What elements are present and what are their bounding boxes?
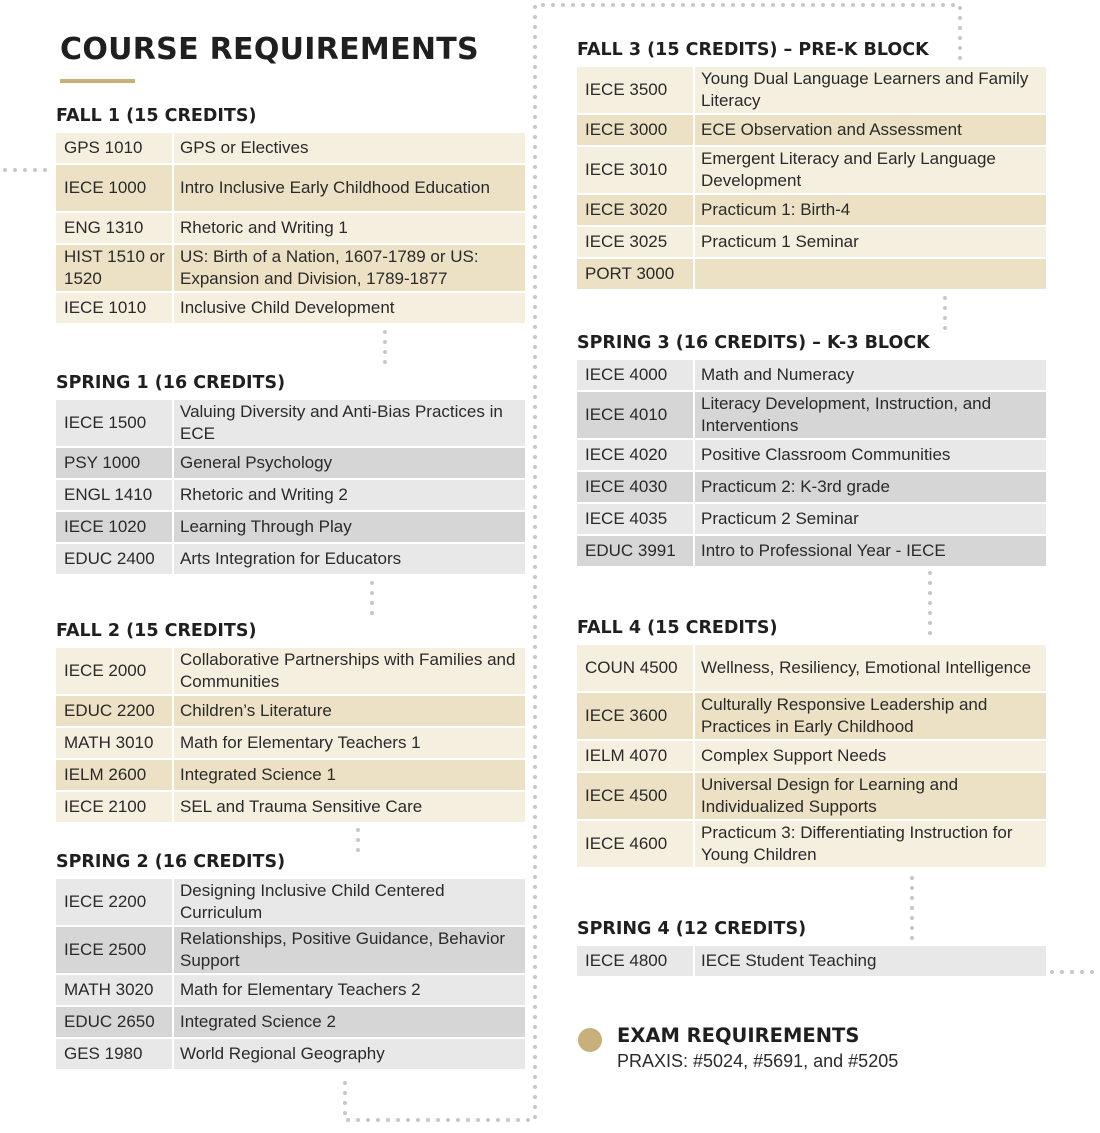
course-name: Math and Numeracy	[693, 360, 1046, 390]
title-underline	[60, 79, 135, 83]
course-code: EDUC 2400	[64, 549, 155, 568]
course-name: Integrated Science 2	[172, 1007, 525, 1037]
exam-title: EXAM REQUIREMENTS	[617, 1024, 860, 1047]
course-row	[56, 1007, 525, 1039]
course-row	[56, 133, 525, 165]
page-title: COURSE REQUIREMENTS	[60, 32, 479, 67]
course-name: Valuing Diversity and Anti-Bias Practices in ECE	[172, 400, 525, 446]
section-fall-2	[56, 615, 525, 824]
course-code: IECE 3010	[585, 160, 668, 179]
course-code: IECE 2000	[64, 661, 147, 680]
course-code: ENGL 1410	[64, 485, 153, 504]
course-name: Practicum 2 Seminar	[693, 504, 1046, 534]
course-row	[56, 480, 525, 512]
course-code: GPS 1010	[64, 138, 143, 157]
course-code: PSY 1000	[64, 453, 141, 472]
section-spring-2	[56, 846, 525, 1071]
course-code: IECE 1010	[64, 298, 147, 317]
course-code: IECE 1020	[64, 517, 147, 536]
course-row	[577, 504, 1046, 536]
section-spring-4	[577, 913, 1046, 978]
section-title: FALL 2 (15 CREDITS)	[56, 621, 257, 641]
course-name: IECE Student Teaching	[693, 946, 1046, 976]
course-row	[577, 440, 1046, 472]
course-table	[56, 879, 525, 1071]
course-name: Positive Classroom Communities	[693, 440, 1046, 470]
course-code: IECE 2500	[64, 940, 147, 959]
course-code: IECE 4010	[585, 405, 668, 424]
course-code: EDUC 2650	[64, 1012, 155, 1031]
course-row	[56, 400, 525, 448]
course-code: IECE 4500	[585, 786, 668, 805]
course-row	[56, 975, 525, 1007]
course-name: Collaborative Partnerships with Families and Communities	[172, 648, 525, 694]
course-name: SEL and Trauma Sensitive Care	[172, 792, 525, 822]
course-row	[56, 213, 525, 245]
course-row	[56, 293, 525, 325]
course-code: PORT 3000	[585, 264, 675, 283]
course-name: Emergent Literacy and Early Language Development	[693, 147, 1046, 193]
course-code: GES 1980	[64, 1044, 143, 1063]
course-row	[56, 648, 525, 696]
course-row	[577, 392, 1046, 440]
section-fall-1	[56, 100, 525, 325]
course-name: Intro Inclusive Early Childhood Education	[172, 165, 525, 211]
course-name: Practicum 2: K-3rd grade	[693, 472, 1046, 502]
course-row	[56, 245, 525, 293]
course-table	[577, 645, 1046, 869]
course-code: IELM 4070	[585, 746, 668, 765]
course-row	[56, 544, 525, 576]
course-row	[577, 147, 1046, 195]
course-row	[577, 536, 1046, 568]
course-name: Literacy Development, Instruction, and Interventions	[693, 392, 1046, 438]
course-code: IECE 4600	[585, 834, 668, 853]
section-fall-3	[577, 34, 1046, 291]
course-row	[577, 946, 1046, 978]
section-title: SPRING 3 (16 CREDITS) – K-3 BLOCK	[577, 333, 930, 353]
course-row	[577, 693, 1046, 741]
course-name: Designing Inclusive Child Centered Curriculum	[172, 879, 525, 925]
course-row	[56, 728, 525, 760]
course-row	[577, 773, 1046, 821]
course-code: IECE 4000	[585, 365, 668, 384]
course-code: IECE 3000	[585, 120, 668, 139]
course-code: IECE 4020	[585, 445, 668, 464]
course-name: Integrated Science 1	[172, 760, 525, 790]
course-name: Wellness, Resiliency, Emotional Intelligence	[693, 645, 1046, 691]
course-name: Intro to Professional Year - IECE	[693, 536, 1046, 566]
course-name: Practicum 1: Birth-4	[693, 195, 1046, 225]
course-code: IECE 4035	[585, 509, 668, 528]
course-name: Universal Design for Learning and Individualized Supports	[693, 773, 1046, 819]
course-code: HIST 1510 or 1520	[64, 247, 165, 288]
section-title: SPRING 2 (16 CREDITS)	[56, 852, 286, 872]
course-code: IECE 3025	[585, 232, 668, 251]
course-row	[56, 927, 525, 975]
course-code: IECE 1000	[64, 178, 147, 197]
course-row	[577, 360, 1046, 392]
bullet-dot-icon	[578, 1028, 602, 1052]
course-row	[56, 448, 525, 480]
course-name: Inclusive Child Development	[172, 293, 525, 323]
course-row	[577, 259, 1046, 291]
course-code: COUN 4500	[585, 658, 678, 677]
course-code: IECE 3020	[585, 200, 668, 219]
course-row	[577, 741, 1046, 773]
course-row	[577, 115, 1046, 147]
course-name: Learning Through Play	[172, 512, 525, 542]
course-code: MATH 3010	[64, 733, 154, 752]
course-row	[56, 1039, 525, 1071]
section-title: FALL 1 (15 CREDITS)	[56, 106, 257, 126]
course-code: IELM 2600	[64, 765, 147, 784]
course-name: World Regional Geography	[172, 1039, 525, 1069]
course-row	[56, 760, 525, 792]
course-name: GPS or Electives	[172, 133, 525, 163]
course-code: IECE 3600	[585, 706, 668, 725]
exam-text: PRAXIS: #5024, #5691, and #5205	[617, 1051, 899, 1071]
course-name: Math for Elementary Teachers 2	[172, 975, 525, 1005]
section-title: FALL 3 (15 CREDITS) – PRE-K BLOCK	[577, 40, 929, 60]
course-row	[56, 165, 525, 213]
section-fall-4	[577, 612, 1046, 869]
course-code: IECE 2100	[64, 797, 147, 816]
course-name: US: Birth of a Nation, 1607-1789 or US: Expansion and Division, 1789-1877	[172, 245, 525, 291]
course-row	[56, 512, 525, 544]
course-name: Young Dual Language Learners and Family Literacy	[693, 67, 1046, 113]
course-row	[56, 696, 525, 728]
course-row	[56, 792, 525, 824]
course-row	[577, 645, 1046, 693]
section-title: SPRING 4 (12 CREDITS)	[577, 919, 807, 939]
course-row	[577, 67, 1046, 115]
course-row	[577, 821, 1046, 869]
course-table	[56, 400, 525, 576]
course-code: IECE 2200	[64, 892, 147, 911]
course-name: General Psychology	[172, 448, 525, 478]
course-table	[56, 648, 525, 824]
course-name: Practicum 1 Seminar	[693, 227, 1046, 257]
course-name: Practicum 3: Differentiating Instruction for Young Children	[693, 821, 1046, 867]
course-row	[577, 227, 1046, 259]
course-name: Culturally Responsive Leadership and Practices in Early Childhood	[693, 693, 1046, 739]
course-table	[577, 67, 1046, 291]
course-name: Children’s Literature	[172, 696, 525, 726]
course-code: IECE 3500	[585, 80, 668, 99]
course-table	[577, 360, 1046, 568]
course-code: MATH 3020	[64, 980, 154, 999]
course-table	[577, 946, 1046, 978]
course-name: Math for Elementary Teachers 1	[172, 728, 525, 758]
course-code: ENG 1310	[64, 218, 144, 237]
course-row	[56, 879, 525, 927]
course-name: Arts Integration for Educators	[172, 544, 525, 574]
course-table	[56, 133, 525, 325]
section-spring-3	[577, 327, 1046, 568]
course-name: Rhetoric and Writing 1	[172, 213, 525, 243]
course-code: IECE 1500	[64, 413, 147, 432]
course-name: ECE Observation and Assessment	[693, 115, 1046, 145]
course-name: Complex Support Needs	[693, 741, 1046, 771]
section-title: SPRING 1 (16 CREDITS)	[56, 373, 286, 393]
course-row	[577, 472, 1046, 504]
course-name: Rhetoric and Writing 2	[172, 480, 525, 510]
course-code: EDUC 3991	[585, 541, 676, 560]
course-name: Relationships, Positive Guidance, Behavior Support	[172, 927, 525, 973]
course-code: EDUC 2200	[64, 701, 155, 720]
section-title: FALL 4 (15 CREDITS)	[577, 618, 778, 638]
course-row	[577, 195, 1046, 227]
section-spring-1	[56, 367, 525, 576]
course-code: IECE 4030	[585, 477, 668, 496]
course-name	[693, 259, 1046, 289]
course-code: IECE 4800	[585, 951, 668, 970]
